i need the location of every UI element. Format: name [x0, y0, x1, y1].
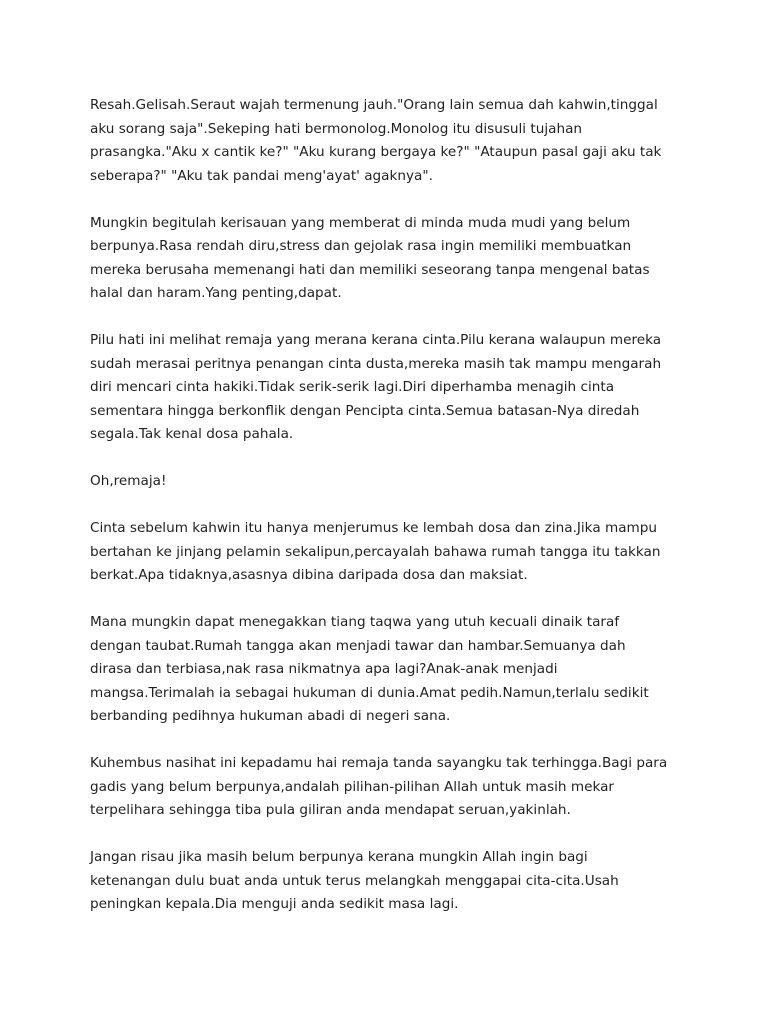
paragraph: [90, 470, 690, 494]
paragraph: [90, 846, 690, 917]
text-line: Oh,remaja!: [90, 473, 167, 489]
text-line: berpunya.Rasa rendah diru,stress dan gejolak rasa ingin memiliki membuatkan: [90, 238, 632, 254]
text-line: sementara hingga berkonflik dengan Pencipta cinta.Semua batasan-Nya diredah: [90, 402, 640, 419]
paragraph: [90, 212, 690, 306]
paragraph: [90, 517, 690, 588]
text-line: Jangan risau jika masih belum berpunya kerana mungkin Allah ingin bagi: [90, 849, 588, 865]
text-line: Mungkin begitulah kerisauan yang memberat di minda muda mudi yang belum: [90, 214, 631, 231]
text-line: Resah.Gelisah.Seraut wajah termenung jauh."Orang lain semua dah kahwin,tinggal: [90, 97, 658, 113]
text-line: Pilu hati ini melihat remaja yang merana kerana cinta.Pilu kerana walaupun mereka: [90, 332, 662, 348]
text-line: Kuhembus nasihat ini kepadamu hai remaja tanda sayangku tak terhingga.Bagi para: [90, 755, 668, 771]
text-line: dengan taubat.Rumah tangga akan menjadi tawar dan hambar.Semuanya dah: [90, 637, 626, 654]
paragraph: [90, 752, 690, 823]
text-line: mangsa.Terimalah ia sebagai hukuman di dunia.Amat pedih.Namun,terlalu sedikit: [90, 684, 649, 701]
text-line: berbanding pedihnya hukuman abadi di negeri sana.: [90, 708, 451, 724]
text-line: diri mencari cinta hakiki.Tidak serik-serik lagi.Diri diperhamba menagih cinta: [90, 379, 615, 395]
text-line: mereka berusaha memenangi hati dan memiliki seseorang tanpa mengenal batas: [90, 261, 650, 278]
text-line: terpelihara sehingga tiba pula giliran anda mendapat seruan,yakinlah.: [90, 802, 571, 818]
text-line: seberapa?" "Aku tak pandai meng'ayat' agaknya".: [90, 167, 433, 184]
text-line: Mana mungkin dapat menegakkan tiang taqwa yang utuh kecuali dinaik taraf: [90, 614, 620, 630]
text-line: peningkan kepala.Dia menguji anda sedikit masa lagi.: [90, 896, 459, 912]
text-line: ketenangan dulu buat anda untuk terus melangkah menggapai cita-cita.Usah: [90, 872, 619, 889]
paragraph: [90, 329, 690, 447]
text-line: berkat.Apa tidaknya,asasnya dibina daripada dosa dan maksiat.: [90, 567, 528, 583]
text-line: halal dan haram.Yang penting,dapat.: [90, 285, 342, 301]
paragraph: [90, 611, 690, 729]
text-line: bertahan ke jinjang pelamin sekalipun,percayalah bahawa rumah tangga itu takkan: [90, 543, 661, 560]
text-line: prasangka."Aku x cantik ke?" "Aku kurang bergaya ke?" "Ataupun pasal gaji aku tak: [90, 144, 662, 160]
document-body: [90, 94, 690, 940]
paragraph: [90, 94, 690, 188]
text-line: gadis yang belum berpunya,andalah pilihan-pilihan Allah untuk masih mekar: [90, 778, 615, 795]
text-line: sudah merasai peritnya penangan cinta dusta,mereka masih tak mampu mengarah: [90, 355, 662, 372]
text-line: aku sorang saja".Sekeping hati bermonolog.Monolog itu disusuli tujahan: [90, 120, 583, 137]
text-line: Cinta sebelum kahwin itu hanya menjerumus ke lembah dosa dan zina.Jika mampu: [90, 520, 658, 536]
text-line: segala.Tak kenal dosa pahala.: [90, 426, 294, 442]
text-line: dirasa dan terbiasa,nak rasa nikmatnya apa lagi?Anak-anak menjadi: [90, 661, 558, 677]
